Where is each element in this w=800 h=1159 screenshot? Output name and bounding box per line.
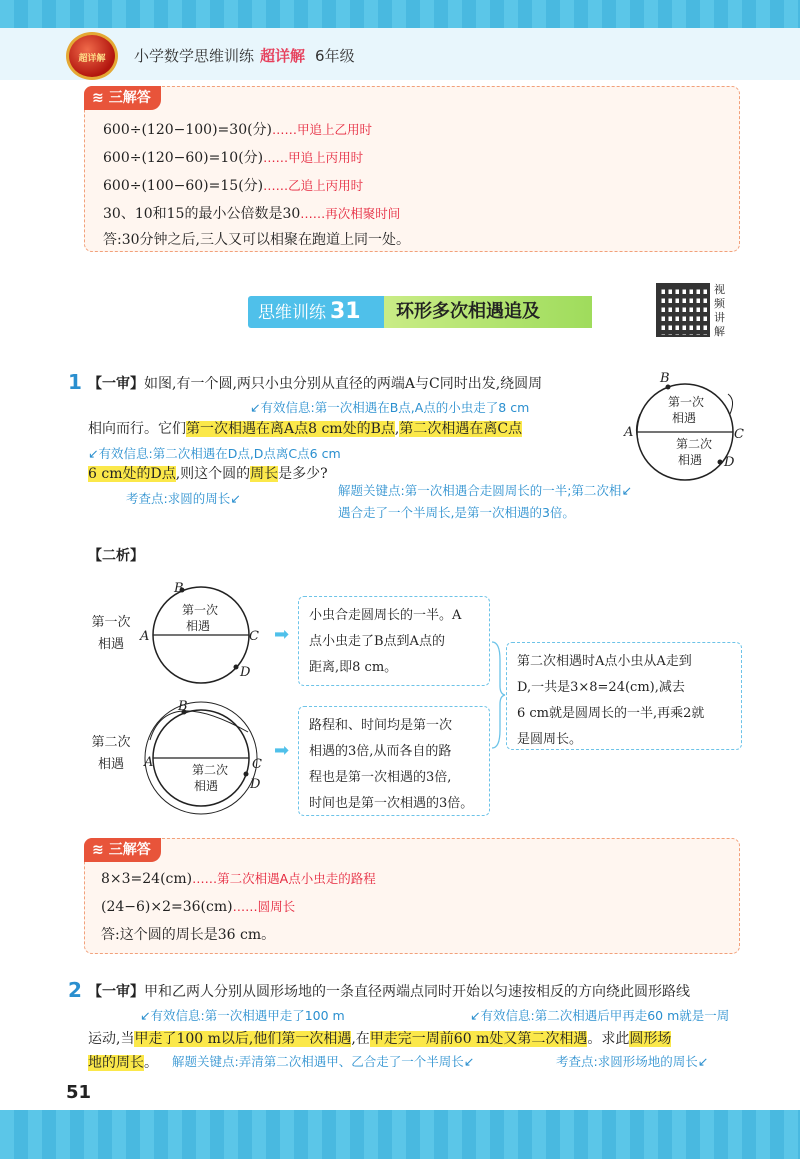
fig1-label-b: B <box>660 371 670 386</box>
fig1-label-a: A <box>624 425 634 440</box>
q2-line-1: 【一审】甲和乙两人分别从圆形场地的一条直径两端点同时开始以匀速按相反的方向绕此圆形路线 <box>88 984 690 1000</box>
q1-note-exam: 考查点:求圆的周长↙ <box>126 491 241 506</box>
q1-line-2: 相向而行。它们第一次相遇在离A点8 cm处的B点,第二次相遇在离C点 <box>88 421 523 437</box>
section-label: 思维训练 31 <box>248 296 384 328</box>
q1-circle-figure <box>620 370 750 485</box>
analysis-box-2: 路程和、时间均是第一次 相遇的3倍,从而各自的路 程也是第一次相遇的3倍, 时间也是第一次相遇的3倍。 <box>298 706 490 816</box>
q1-note-key-1: 解题关键点:第一次相遇合走圆周长的一半;第二次相↙ <box>338 483 632 498</box>
fig3-second-2: 相遇 <box>194 779 219 793</box>
fig3-label-a: A <box>144 755 154 770</box>
answer-tag: ≋ 三解答 <box>84 86 161 110</box>
second-meet-label: 第二次 相遇 <box>91 735 131 772</box>
wave-icon: ≋ <box>92 90 104 106</box>
analysis-fig-second <box>136 692 271 817</box>
wave-icon: ≋ <box>92 842 104 858</box>
q1-answer-line-2: (24−6)×2=36(cm)……圆周长 <box>101 899 296 915</box>
q2-note-info2: ↙有效信息:第二次相遇后甲再走60 m就是一周 <box>470 1008 730 1023</box>
analysis-fig-first <box>136 580 266 690</box>
q1-line-1: 【一审】如图,有一个圆,两只小虫分别从直径的两端A与C同时出发,绕圆周 <box>88 376 543 392</box>
fig1-first-2: 相遇 <box>672 411 697 425</box>
header-strip <box>0 28 800 80</box>
top-decor-band <box>0 0 800 28</box>
q2-line-3: 地的周长。 <box>88 1055 158 1071</box>
fig3-second-1: 第二次 <box>192 763 229 777</box>
fig3-label-b: B <box>178 699 188 714</box>
prev-answer-box <box>84 86 740 252</box>
fig1-label-d: D <box>724 455 735 470</box>
q1-answer-box <box>84 838 740 954</box>
q1-line-3: 6 cm处的D点,则这个圆的周长是多少? <box>88 466 328 482</box>
section-number: 31 <box>330 299 361 324</box>
header-title <box>134 45 355 66</box>
question-2-number: 2 <box>68 978 82 1002</box>
prev-answer-text: 答:30分钟之后,三人又可以相聚在跑道上同一处。 <box>103 232 410 248</box>
arrow-right-icon: ➡ <box>274 624 290 645</box>
q1-note-info2: ↙有效信息:第二次相遇在D点,D点离C点6 cm <box>88 446 341 461</box>
fig2-label-a: A <box>140 629 150 644</box>
grade-label: 6年级 <box>315 47 355 65</box>
q2-note-exam: 考查点:求圆形场地的周长↙ <box>556 1054 709 1069</box>
qr-label: 视频讲解 <box>714 283 725 338</box>
analysis-box-3: 第二次相遇时A点小虫从A走到 D,一共是3×8=24(cm),减去 6 cm就是圆周长的一半,再乘2就 是圆周长。 <box>506 642 742 750</box>
prev-line-3: 600÷(100−60)=15(分)……乙追上丙用时 <box>103 178 364 194</box>
fig2-label-d: D <box>240 665 251 680</box>
section-title: 环形多次相遇追及 <box>384 296 592 328</box>
q1-answer-line-1: 8×3=24(cm)……第二次相遇A点小虫走的路程 <box>101 871 376 887</box>
fig3-label-c: C <box>252 757 262 772</box>
fig3-label-d: D <box>250 777 261 792</box>
logo-text: 超详解 <box>78 54 106 64</box>
analysis-box-1: 小虫合走圆周长的一半。A 点小虫走了B点到A点的 距离,即8 cm。 <box>298 596 490 686</box>
prev-line-4: 30、10和15的最小公倍数是30……再次相聚时间 <box>103 206 401 222</box>
brace-connector <box>490 640 506 750</box>
book-title-accent: 超详解 <box>260 47 306 65</box>
fig1-second-1: 第二次 <box>676 437 713 451</box>
arrow-right-icon: ➡ <box>274 740 290 761</box>
book-logo <box>66 32 118 80</box>
fig2-label-b: B <box>174 581 184 596</box>
q2-note-info1: ↙有效信息:第一次相遇甲走了100 m <box>140 1008 345 1023</box>
q2-note-key: 解题关键点:弄清第二次相遇甲、乙合走了一个半周长↙ <box>172 1054 475 1069</box>
fig1-second-2: 相遇 <box>678 453 703 467</box>
bottom-decor-band <box>0 1110 800 1159</box>
question-1-number: 1 <box>68 370 82 394</box>
prev-line-1: 600÷(120−100)=30(分)……甲追上乙用时 <box>103 122 373 138</box>
q1-note-info1: ↙有效信息:第一次相遇在B点,A点的小虫走了8 cm <box>250 400 530 415</box>
fig2-first-2: 相遇 <box>186 619 211 633</box>
fig1-first-1: 第一次 <box>668 395 705 409</box>
qr-code-icon[interactable] <box>656 283 710 337</box>
fig2-first-1: 第一次 <box>182 603 219 617</box>
q1-answer-text: 答:这个圆的周长是36 cm。 <box>101 927 276 943</box>
page-number: 51 <box>66 1082 92 1103</box>
fig2-label-c: C <box>249 629 259 644</box>
first-meet-label: 第一次 相遇 <box>91 615 131 652</box>
prev-line-2: 600÷(120−60)=10(分)……甲追上丙用时 <box>103 150 364 166</box>
answer-tag: ≋ 三解答 <box>84 838 161 862</box>
section-banner <box>248 296 592 328</box>
q2-line-2: 运动,当甲走了100 m以后,他们第一次相遇,在甲走完一周前60 m处又第二次相遇。求此圆形场 <box>88 1031 672 1047</box>
book-title: 小学数学思维训练 <box>134 47 255 65</box>
fig1-label-c: C <box>734 427 744 442</box>
analysis-heading: 【二析】 <box>88 548 144 564</box>
q1-note-key-2: 遇合走了一个半周长,是第一次相遇的3倍。 <box>338 505 575 520</box>
